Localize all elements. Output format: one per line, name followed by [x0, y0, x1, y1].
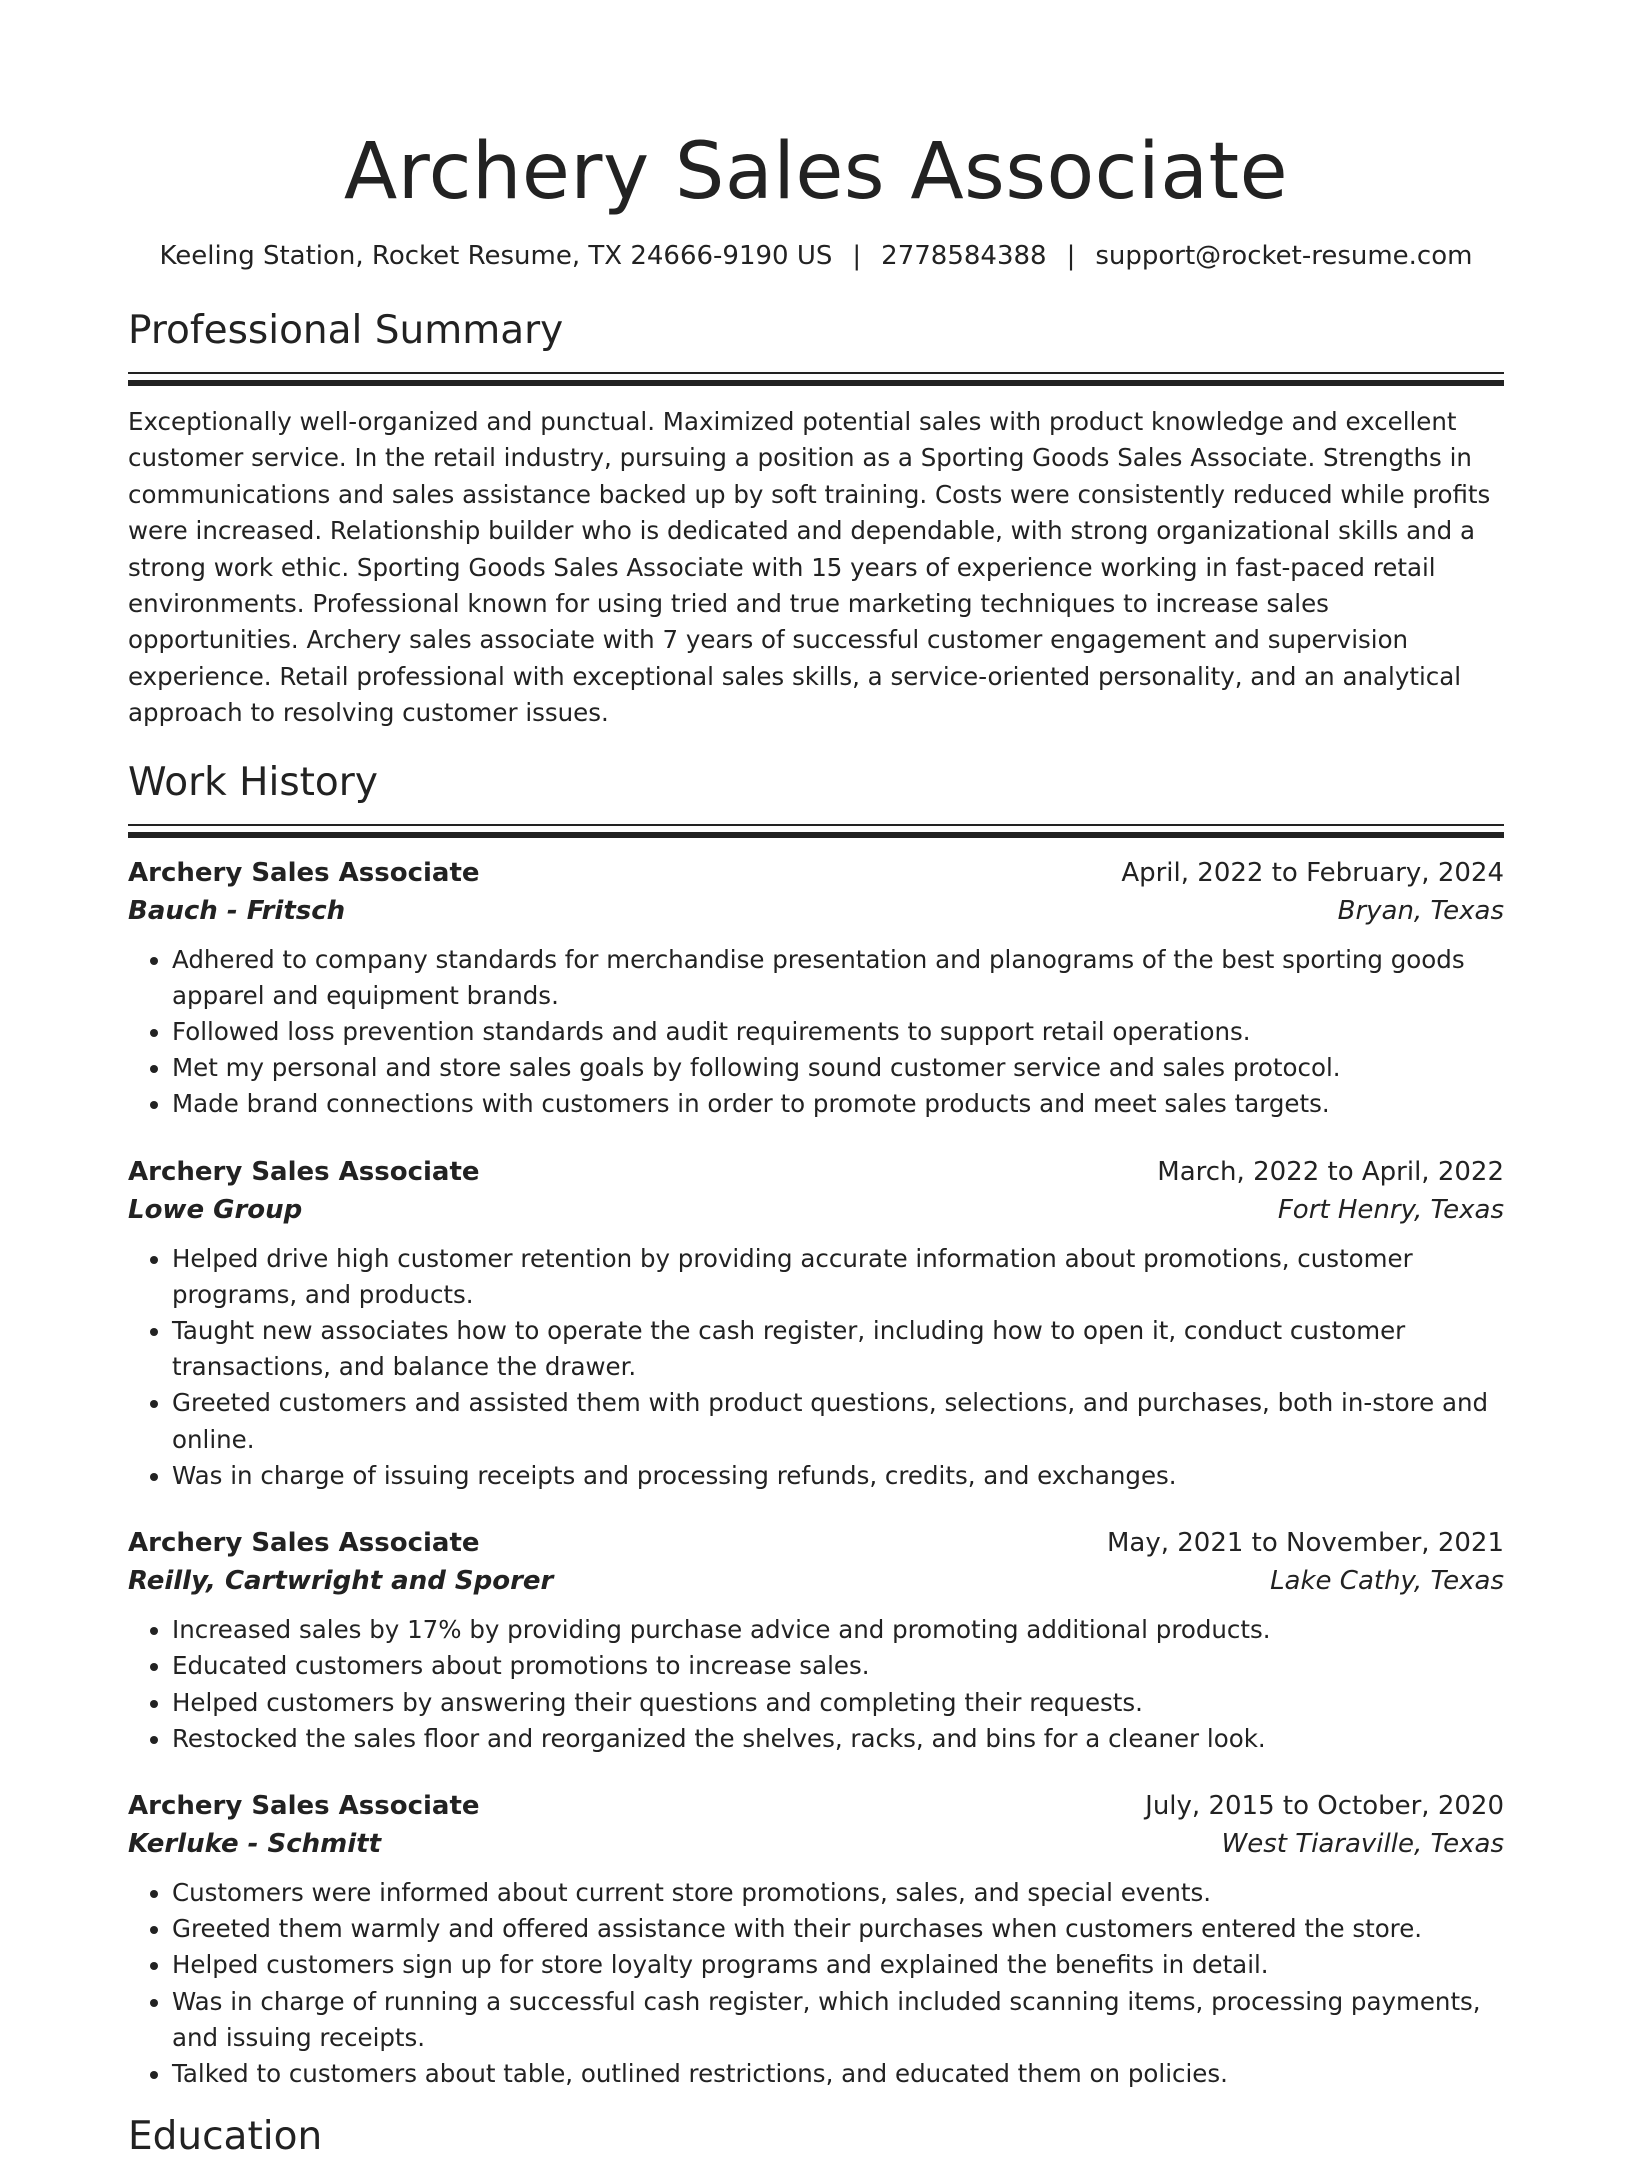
- summary-section: [128, 306, 1504, 732]
- work-history-title: Work History: [128, 759, 378, 805]
- job-subheader: [128, 892, 1504, 930]
- job-bullet: • Adhered to company standards for merchandise presentation and planograms of the best sporting goods apparel and equipment brands.: [172, 942, 1504, 1014]
- job-location: West Tiaraville, Texas: [1221, 1828, 1504, 1859]
- job-bullet: • Helped customers by answering their questions and completing their requests.: [172, 1685, 1504, 1721]
- job-bullet: • Followed loss prevention standards and audit requirements to support retail operations.: [172, 1014, 1504, 1050]
- job-bullets: [128, 942, 1504, 1123]
- job-subheader: [128, 1825, 1504, 1863]
- job-title: Archery Sales Associate: [128, 1528, 480, 1559]
- work-history-section: [128, 758, 1504, 2092]
- contact-separator: |: [852, 241, 862, 271]
- job-bullet: • Educated customers about promotions to increase sales.: [172, 1648, 1504, 1684]
- job-bullet: • Made brand connections with customers in order to promote products and meet sales targets.: [172, 1086, 1504, 1122]
- job-subheader: [128, 1562, 1504, 1600]
- resume-name: Archery Sales Associate: [343, 127, 1289, 217]
- job-subheader: [128, 1191, 1504, 1229]
- contact-address: Keeling Station, Rocket Resume, TX 24666-9190 US: [159, 241, 833, 271]
- contact-email: support@rocket-resume.com: [1095, 241, 1473, 271]
- job-dates: March, 2022 to April, 2022: [1157, 1156, 1504, 1187]
- job-bullet: • Greeted customers and assisted them with product questions, selections, and purchases, both in-store and online.: [172, 1385, 1504, 1457]
- job-bullet: • Was in charge of running a successful cash register, which included scanning items, processing payments, and issuing receipts.: [172, 1984, 1504, 2056]
- section-divider: [128, 824, 1504, 838]
- job-location: Bryan, Texas: [1337, 895, 1504, 926]
- job-bullet: • Restocked the sales floor and reorganized the shelves, racks, and bins for a cleaner look.: [172, 1721, 1504, 1757]
- summary-title: Professional Summary: [128, 308, 564, 353]
- job-header: [128, 854, 1504, 892]
- job-bullet: • Increased sales by 17% by providing purchase advice and promoting additional products.: [172, 1612, 1504, 1648]
- summary-text: Exceptionally well-organized and punctual. Maximized potential sales with product knowledge and excellent customer service. In the retail industry, pursuing a position as a Sporting Goods Sales Associate. Strengths in communications and sales assistance backed up by soft training. Costs were consistently reduced while profits were increased. Relationship builder who is dedicated and dependable, with strong organizational skills and a strong work ethic. Sporting Goods Sales Associate with 15 years of experience working in fast-paced retail environments. Professional known for using tried and true marketing techniques to increase sales opportunities. Archery sales associate with 7 years of successful customer engagement and supervision experience. Retail professional with exceptional sales skills, a service-oriented personality, and an analytical approach to resolving customer issues.: [128, 407, 1491, 728]
- resume-page: [128, 0, 1504, 2162]
- job-entry: [128, 1153, 1504, 1494]
- job-bullet: • Helped customers sign up for store loyalty programs and explained the benefits in detail.: [172, 1947, 1504, 1983]
- job-bullets: [128, 1875, 1504, 2092]
- job-bullet: • Greeted them warmly and offered assistance with their purchases when customers entered the store.: [172, 1911, 1504, 1947]
- education-section: [128, 2112, 1504, 2162]
- education-title: Education: [128, 2114, 323, 2160]
- contact-phone: 2778584388: [881, 241, 1047, 271]
- job-header: [128, 1153, 1504, 1191]
- job-bullet: • Customers were informed about current store promotions, sales, and special events.: [172, 1875, 1504, 1911]
- job-dates: April, 2022 to February, 2024: [1121, 857, 1504, 888]
- job-bullet: • Taught new associates how to operate the cash register, including how to open it, conduct customer transactions, and balance the drawer.: [172, 1313, 1504, 1385]
- job-entry: [128, 1524, 1504, 1757]
- contact-line: [128, 238, 1504, 274]
- job-title: Archery Sales Associate: [128, 1790, 480, 1821]
- job-entry: [128, 854, 1504, 1123]
- job-bullet: • Met my personal and store sales goals by following sound customer service and sales protocol.: [172, 1050, 1504, 1086]
- job-title: Archery Sales Associate: [128, 857, 480, 888]
- job-location: Lake Cathy, Texas: [1270, 1566, 1504, 1597]
- job-bullets: [128, 1612, 1504, 1757]
- job-header: [128, 1787, 1504, 1825]
- job-bullet: • Helped drive high customer retention by providing accurate information about promotions, customer programs, and products.: [172, 1241, 1504, 1313]
- job-dates: May, 2021 to November, 2021: [1106, 1528, 1504, 1559]
- job-company: Lowe Group: [128, 1194, 303, 1225]
- job-company: Reilly, Cartwright and Sporer: [128, 1566, 554, 1597]
- job-location: Fort Henry, Texas: [1277, 1194, 1504, 1225]
- job-dates: July, 2015 to October, 2020: [1145, 1790, 1504, 1821]
- job-bullet: • Talked to customers about table, outlined restrictions, and educated them on policies.: [172, 2056, 1504, 2092]
- job-bullets: [128, 1241, 1504, 1494]
- job-company: Kerluke - Schmitt: [128, 1828, 382, 1859]
- job-header: [128, 1524, 1504, 1562]
- job-title: Archery Sales Associate: [128, 1156, 480, 1187]
- contact-separator: |: [1066, 241, 1076, 271]
- section-divider: [128, 372, 1504, 386]
- job-bullet: • Was in charge of issuing receipts and processing refunds, credits, and exchanges.: [172, 1458, 1504, 1494]
- job-entry: [128, 1787, 1504, 2092]
- job-company: Bauch - Fritsch: [128, 895, 346, 926]
